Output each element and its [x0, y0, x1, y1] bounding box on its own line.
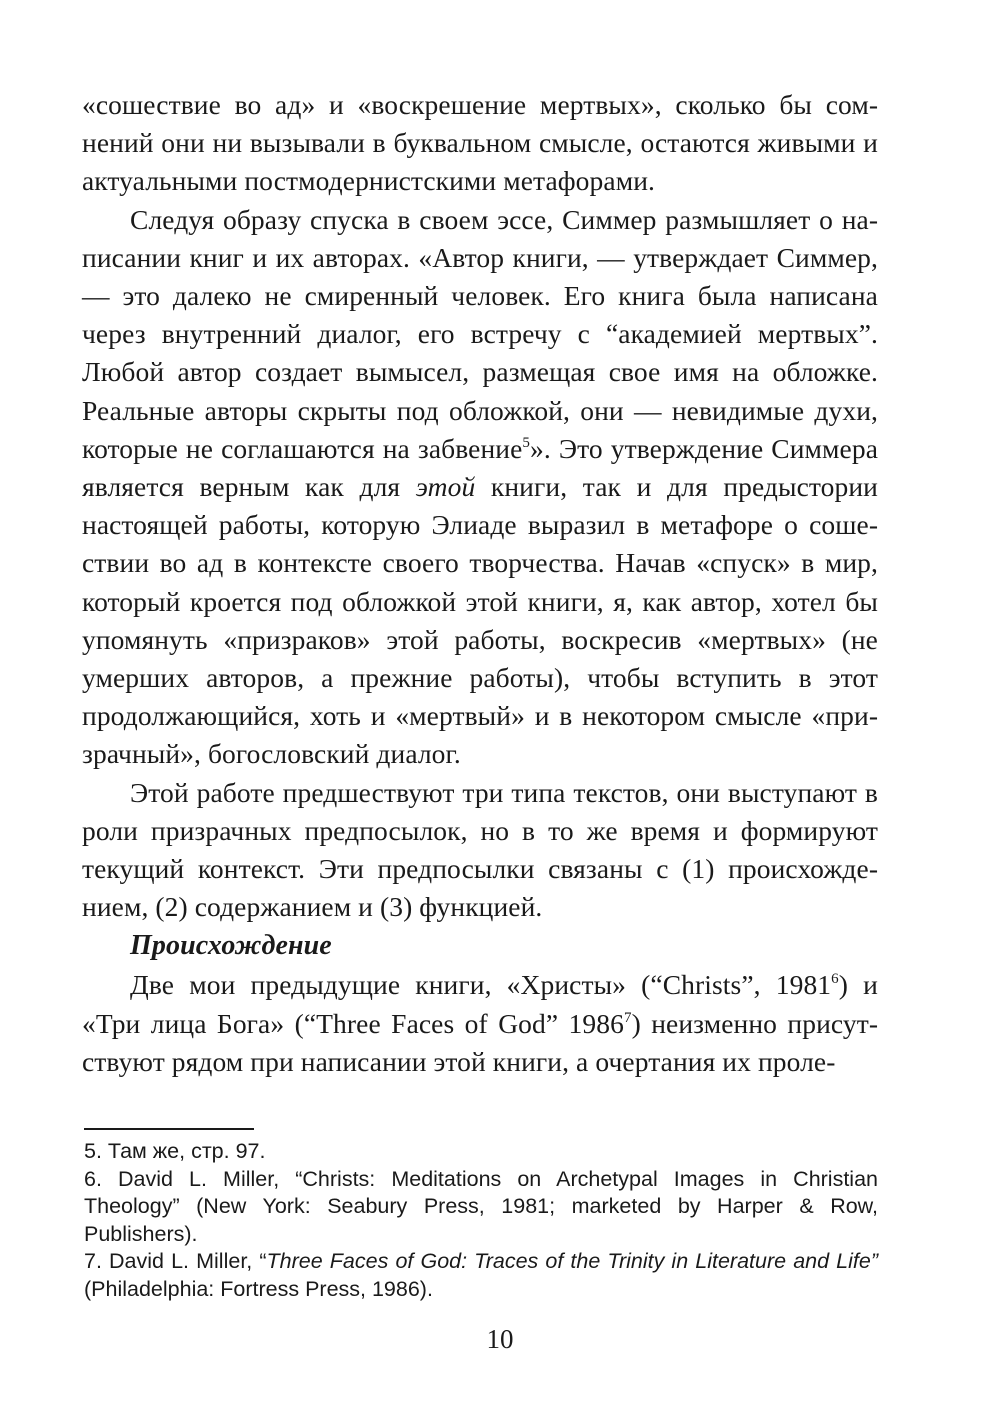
- footnote-7-title: Three Faces of God: Traces of the Trinity in Literature and Life”: [266, 1249, 878, 1273]
- section-heading: Происхождение: [130, 930, 332, 962]
- footnote-5: 5. Там же, стр. 97.: [84, 1139, 266, 1163]
- main-text: [82, 86, 878, 1081]
- paragraph-4-part-c: ) неизменно присутствуют рядом при написании этой книги, а очертания их проле-: [82, 1007, 878, 1077]
- paragraph-2-part-b: ». Это утверждение Симмера является верным как для: [82, 432, 879, 503]
- footnote-ref-7: 7: [623, 1009, 632, 1026]
- footnote-ref-5: 5: [522, 434, 531, 451]
- page-number: 10: [486, 1324, 514, 1354]
- footnote-7-part-a: 7. David L. Miller, “: [84, 1249, 267, 1273]
- paragraph-2-part-c: книги, так и для предыстории настоящей работы, которую Элиаде выразил в метафоре о сошествии во ад в контексте своего творчества. Начав «спуск» в мир, который кроется под обложкой этой книги, я, как автор, хотел бы упомянуть «призраков» этой работы, воскресив «мертвых» (не умерших авторов, а прежние работы), чтобы вступить в этот продолжающийся, хоть и «мертвый» и в некотором смысле «призрачный», богословский диалог.: [82, 471, 878, 770]
- paragraph-2-emphasis: этой: [415, 471, 476, 503]
- paragraph-2-part-a: Следуя образу спуска в своем эссе, Симмер размышляет о написании книг и их авторах. «Автор книги, — утверждает Симмер, — это далеко не смиренный человек. Его книга была написана через внутренний диалог, его встречу с “академией мертвых”. Любой автор создает вымысел, размещая свое имя на обложке. Реальные авторы скрыты под обложкой, они — невидимые духи, которые не соглашаются на забвение: [82, 203, 878, 464]
- footnote-7-part-b: (Philadelphia: Fortress Press, 1986).: [84, 1276, 433, 1301]
- footnotes: [84, 1138, 878, 1303]
- paragraph-2: [82, 201, 878, 774]
- footnote-7: [84, 1248, 878, 1303]
- paragraph-4: [82, 966, 878, 1081]
- footnote-ref-6: 6: [831, 971, 839, 988]
- paragraph-1: «сошествие во ад» и «воскрешение мертвых», сколько бы сомнений они ни вызывали в буквальном смысле, остаются живыми и актуальными постмодернистскими метафорами.: [82, 89, 878, 197]
- footnote-separator: [84, 1128, 254, 1130]
- paragraph-4-part-b: ) и «Три лица Бога» (“Three Faces of God” 1986: [82, 969, 878, 1039]
- paragraph-3: Этой работе предшествуют три типа текстов, они выступают в роли призрачных предпосылок, но в то же время и формируют текущий контекст. Эти предпосылки связаны с (1) происхождением, (2) содержанием и (3) функцией.: [82, 776, 878, 923]
- paragraph-4-part-a: Две мои предыдущие книги, «Христы» (“Christs”, 1981: [130, 969, 832, 1001]
- footnote-6: 6. David L. Miller, “Christs: Meditations on Archetypal Images in Christian Theology” (New York: Seabury Press, 1981; marketed by Harper & Row, Publishers).: [84, 1166, 878, 1246]
